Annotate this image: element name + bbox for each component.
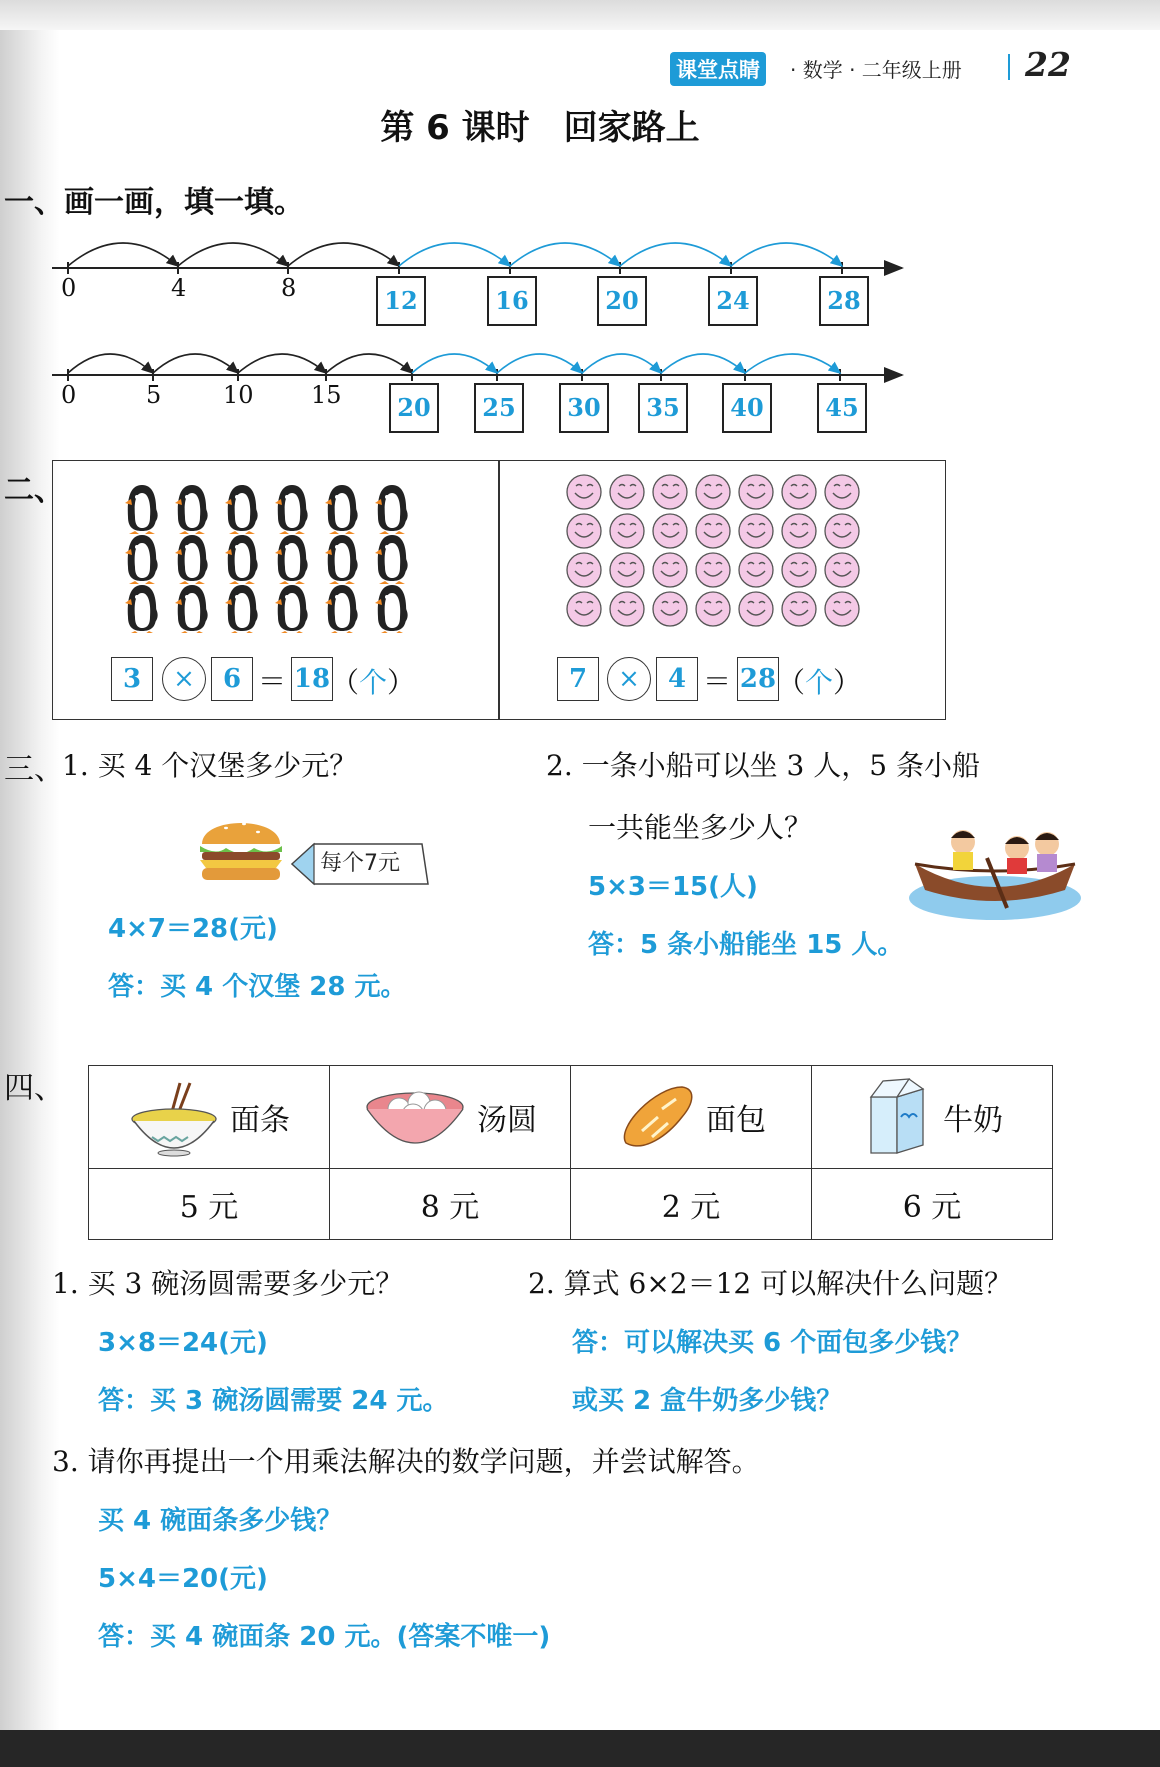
section2-heading: 二、 (4, 473, 64, 508)
nl2-answer-box: 40 (722, 383, 772, 433)
smiley-face-icon (782, 592, 816, 626)
q3-2-answer: 答：5 条小船能坐 15 人。 (588, 930, 904, 960)
item-name: 面包 (706, 1103, 766, 1138)
q4-2-question: 2. 算式 6×2＝12 可以解决什么问题？ (528, 1267, 1013, 1300)
right-operator-circle: × (607, 657, 651, 701)
smiley-face-icon (567, 553, 601, 587)
penguin-icon (325, 535, 358, 584)
smiley-face-icon (567, 592, 601, 626)
smiley-face-icon (567, 514, 601, 548)
smiley-face-icon (739, 592, 773, 626)
smiley-face-icon (610, 475, 644, 509)
noodles-icon (128, 1075, 220, 1159)
worksheet-page (0, 30, 1160, 1730)
smiley-face-icon (653, 475, 687, 509)
header-badge: 课堂点睛 (670, 52, 766, 86)
right-equals: ＝ (703, 665, 732, 698)
smiley-face-icon (610, 592, 644, 626)
penguin-icon (225, 535, 258, 584)
item-price: 8 元 (330, 1169, 571, 1240)
item-cell (571, 1066, 812, 1169)
penguin-icon (175, 535, 208, 584)
item-cell (89, 1066, 330, 1169)
nl1-label: 0 (61, 274, 77, 302)
smiley-face-icon (825, 553, 859, 587)
item-name: 面条 (230, 1103, 290, 1138)
penguin-icon (275, 585, 308, 633)
left-factor-box: 3 (111, 657, 153, 701)
item-price: 2 元 (571, 1169, 812, 1240)
smiley-face-icon (696, 553, 730, 587)
nl1-label: 8 (281, 274, 297, 302)
hamburger-icon (196, 808, 286, 888)
right-factor-box: 4 (656, 657, 698, 701)
number-line-1 (52, 243, 902, 274)
nl2-answer-box: 45 (817, 383, 867, 433)
nl2-answer-box: 30 (559, 383, 609, 433)
bottom-margin (0, 1730, 1160, 1767)
smiley-face-icon (825, 514, 859, 548)
smiley-face-icon (782, 514, 816, 548)
milk-icon (861, 1075, 933, 1159)
nl1-answer-box: 24 (708, 276, 758, 326)
penguin-icon (325, 585, 358, 633)
left-equals: ＝ (258, 665, 287, 698)
smiley-face-icon (782, 553, 816, 587)
section2-divider (498, 461, 500, 719)
smiley-face-icon (825, 475, 859, 509)
item-name: 汤圆 (477, 1103, 537, 1138)
header-subject: · 数学 · 二年级上册 (790, 58, 962, 82)
q3-2-question-line1: 2. 一条小船可以坐 3 人，5 条小船 (546, 749, 980, 782)
nl1-answer-box: 12 (376, 276, 426, 326)
right-unit: （个） (777, 666, 862, 699)
nl2-label: 0 (61, 381, 77, 409)
q3-1-question: 1. 买 4 个汉堡多少元？ (62, 749, 358, 782)
left-unit: （个） (331, 666, 416, 699)
nl2-answer-box: 25 (474, 383, 524, 433)
smiley-face-icon (567, 475, 601, 509)
number-line-2 (52, 354, 902, 381)
nl2-label: 5 (146, 381, 162, 409)
smiley-face-icon (696, 592, 730, 626)
smiley-grid (565, 473, 875, 643)
smiley-face-icon (739, 475, 773, 509)
q3-1-formula: 4×7＝28(元) (108, 914, 278, 944)
smiley-face-icon (610, 553, 644, 587)
penguin-icon (175, 485, 208, 534)
smiley-face-icon (782, 475, 816, 509)
q4-3-formula: 5×4＝20(元) (98, 1564, 268, 1594)
nl1-answer-box: 20 (597, 276, 647, 326)
lesson-title: 第 6 课时 回家路上 (380, 108, 700, 148)
bread-icon (616, 1077, 696, 1157)
q4-2-answer-line2: 或买 2 盒牛奶多少钱？ (572, 1386, 843, 1416)
penguin-icon (275, 485, 308, 534)
penguin-icon (325, 485, 358, 534)
penguin-icon (225, 585, 258, 633)
item-cell (330, 1066, 571, 1169)
smiley-face-icon (653, 553, 687, 587)
nl2-answer-box: 35 (638, 383, 688, 433)
nl2-label: 15 (311, 381, 342, 409)
nl2-label: 10 (223, 381, 254, 409)
penguin-icon (375, 585, 408, 633)
price-table-prices-row (89, 1169, 1053, 1240)
penguin-icon (125, 535, 158, 584)
page-number: 22 (1025, 45, 1071, 84)
q4-1-formula: 3×8＝24(元) (98, 1328, 268, 1358)
smiley-face-icon (739, 553, 773, 587)
penguin-icon (275, 535, 308, 584)
q4-3-line1: 买 4 碗面条多少钱？ (98, 1506, 343, 1536)
q3-2-formula: 5×3＝15(人) (588, 872, 758, 902)
smiley-face-icon (825, 592, 859, 626)
q3-1-answer: 答：买 4 个汉堡 28 元。 (108, 972, 407, 1002)
smiley-face-icon (653, 592, 687, 626)
q4-3-question: 3. 请你再提出一个用乘法解决的数学问题，并尝试解答。 (52, 1445, 760, 1478)
item-cell (812, 1066, 1053, 1169)
tangyuan-icon (363, 1077, 467, 1157)
nl1-answer-box: 28 (819, 276, 869, 326)
right-factor-box: 7 (557, 657, 599, 701)
penguin-icon (225, 485, 258, 534)
section1-heading: 一、画一画，填一填。 (4, 185, 304, 220)
q4-2-answer-line1: 答：可以解决买 6 个面包多少钱？ (572, 1328, 973, 1358)
penguin-grid (123, 483, 433, 633)
price-table-items-row (89, 1066, 1053, 1169)
smiley-face-icon (610, 514, 644, 548)
nl1-answer-box: 16 (487, 276, 537, 326)
q4-1-question: 1. 买 3 碗汤圆需要多少元？ (52, 1267, 404, 1300)
penguin-icon (125, 585, 158, 633)
penguin-icon (375, 485, 408, 534)
penguin-icon (175, 585, 208, 633)
q4-3-answer: 答：买 4 碗面条 20 元。(答案不唯一) (98, 1622, 551, 1652)
nl1-label: 4 (171, 274, 187, 302)
section2-frame (52, 460, 946, 720)
nl2-answer-box: 20 (389, 383, 439, 433)
q4-1-answer: 答：买 3 碗汤圆需要 24 元。 (98, 1386, 449, 1416)
left-operator-circle: × (162, 657, 206, 701)
item-price: 5 元 (89, 1169, 330, 1240)
item-name: 牛奶 (943, 1103, 1003, 1138)
price-table (88, 1065, 1053, 1240)
smiley-face-icon (696, 475, 730, 509)
section3-heading: 三、 (4, 752, 64, 787)
smiley-face-icon (696, 514, 730, 548)
section4-heading: 四、 (4, 1071, 64, 1106)
q3-2-question-line2: 一共能坐多少人？ (588, 811, 813, 844)
smiley-face-icon (739, 514, 773, 548)
right-result-box: 28 (737, 657, 779, 701)
top-margin (0, 0, 1160, 30)
item-price: 6 元 (812, 1169, 1053, 1240)
price-tag-label: 每个7元 (320, 851, 400, 876)
smiley-face-icon (653, 514, 687, 548)
left-result-box: 18 (291, 657, 333, 701)
penguin-icon (375, 535, 408, 584)
left-factor-box: 6 (211, 657, 253, 701)
penguin-icon (125, 485, 158, 534)
boat-with-children-icon (905, 798, 1085, 928)
